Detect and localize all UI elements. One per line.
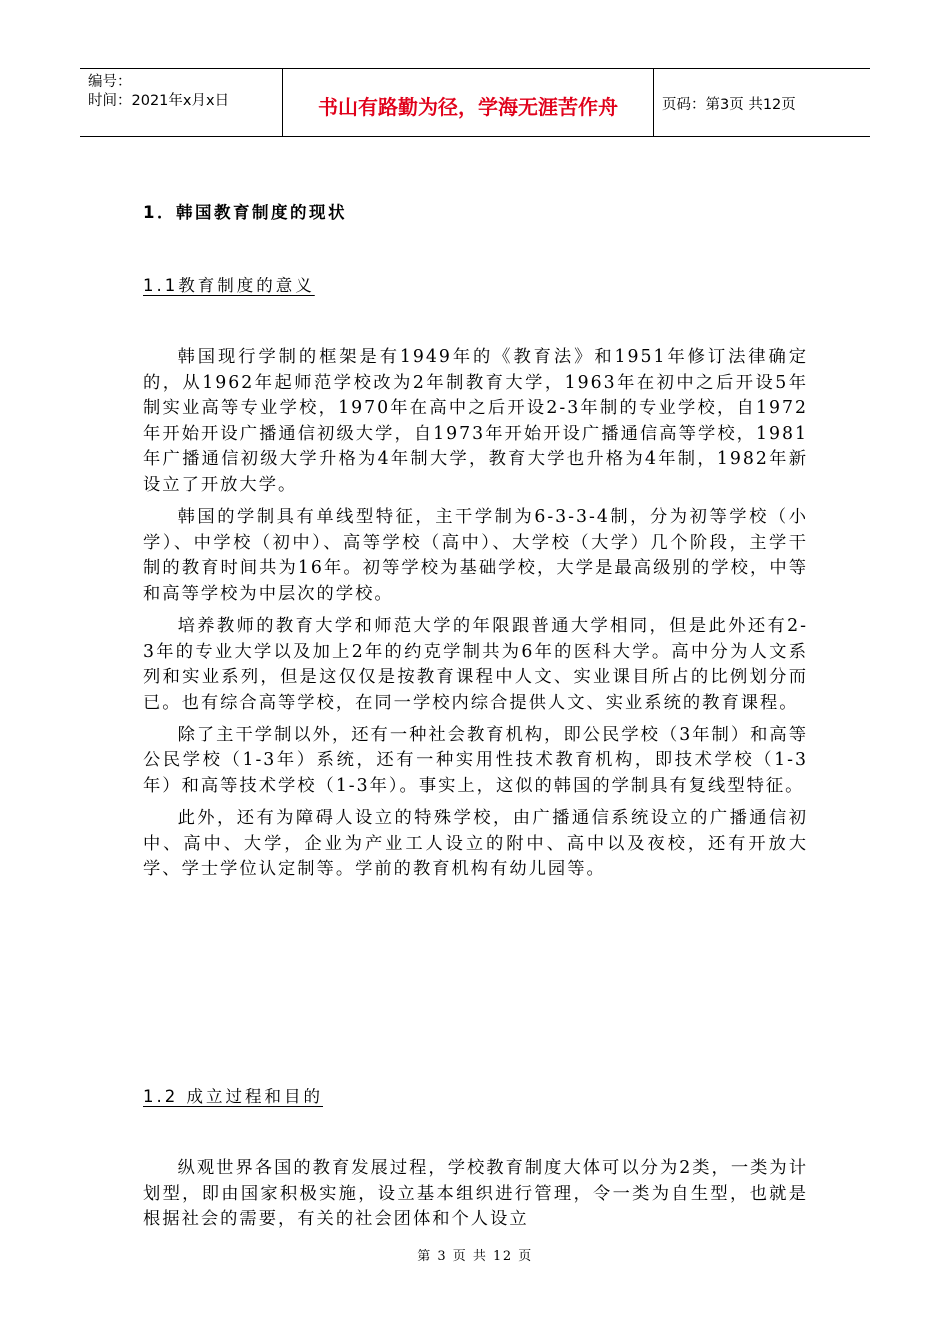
paragraph: 纵观世界各国的教育发展过程，学校教育制度大体可以分为2类，一类为计划型，即由国家积极实施，设立基本组织进行管理，令一类为自生型，也就是根据社会的需要，有关的社会团体和个人设立 [143,1158,808,1230]
section-title: 1．韩国教育制度的现状 [143,203,347,222]
header-motto: 书山有路勤为径，学海无涯苦作舟 [283,69,654,136]
header-meta [80,69,283,136]
section-body-1-1 [143,345,808,889]
document-header [80,68,870,137]
subsection-title-1-2: 1.2 成立过程和目的 [143,1087,323,1106]
page-footer: 第 3 页 共 12 页 [417,1249,533,1264]
document-time-label: 时间：2021年x月x日 [88,93,230,109]
paragraph: 韩国现行学制的框架是有1949年的《教育法》和1951年修订法律确定的，从1962年起师范学校改为2年制教育大学，1963年在初中之后开设5年制实业高等专业学校，1970年在高中之后开设2-3年制的专业学校，自1972年开始开设广播通信初级大学，自1973年开始开设广播通信高等学校，1981年广播通信初级大学升格为4年制大学，教育大学也升格为4年制，1982年新设立了开放大学。 [143,347,808,495]
subsection-title-1-1: 1.1教育制度的意义 [143,276,315,295]
paragraph: 此外，还有为障碍人设立的特殊学校，由广播通信系统设立的广播通信初中、高中、大学，企业为产业工人设立的附中、高中以及夜校，还有开放大学、学士学位认定制等。学前的教育机构有幼儿园等。 [143,808,808,880]
paragraph: 培养教师的教育大学和师范大学的年限跟普通大学相同，但是此外还有2-3年的专业大学以及加上2年的约克学制共为6年的医科大学。高中分为人文系列和实业系列，但是这仅仅是按教育课程中人文、实业课目所占的比例划分而已。也有综合高等学校，在同一学校内综合提供人文、实业系统的教育课程。 [143,615,808,713]
paragraph: 除了主干学制以外，还有一种社会教育机构，即公民学校（3年制）和高等公民学校（1-3年）系统，还有一种实用性技术教育机构，即技术学校（1-3年）和高等技术学校（1-3年）。事实上，这似的韩国的学制具有复线型特征。 [143,724,808,796]
header-page-label: 页码：第3页 共12页 [662,97,796,113]
document-number-label: 编号： [88,74,132,90]
section-body-1-2 [143,1156,808,1239]
paragraph: 韩国的学制具有单线型特征，主干学制为6-3-3-4制，分为初等学校（小学）、中学校（初中）、高等学校（高中）、大学校（大学）几个阶段，主学干制的教育时间共为16年。初等学校为基础学校，大学是最高级别的学校，中等和高等学校为中层次的学校。 [143,507,808,604]
